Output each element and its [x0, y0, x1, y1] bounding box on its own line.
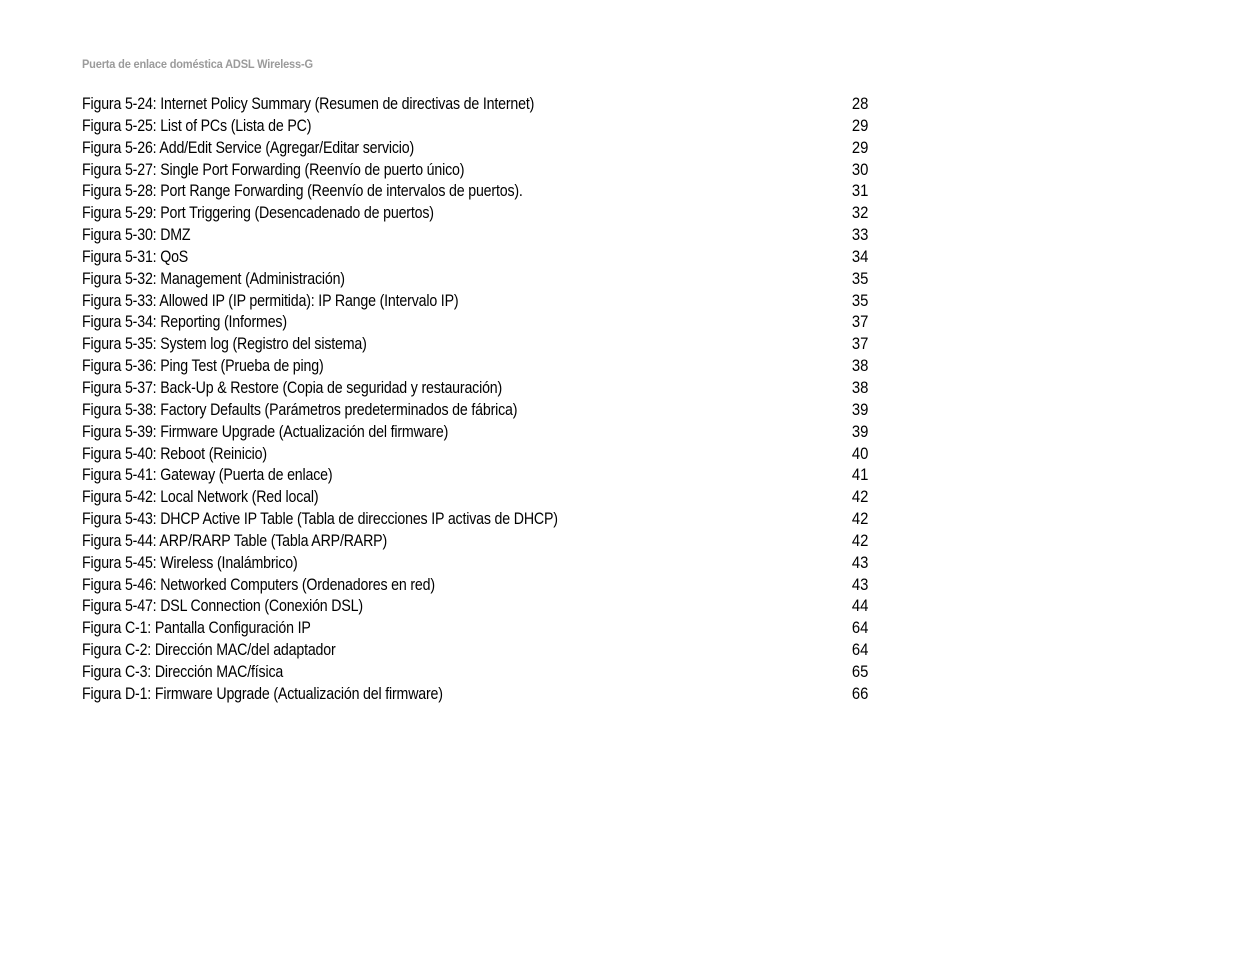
figure-entry: [82, 487, 872, 509]
running-header: Puerta de enlace doméstica ADSL Wireless-G: [82, 57, 313, 71]
figure-entry: [82, 94, 872, 116]
figure-entry: [82, 444, 872, 466]
figure-entry: [82, 378, 872, 400]
figure-entry-title: Figura 5-28: Port Range Forwarding (Reenvío de intervalos de puertos).: [82, 182, 523, 201]
figure-entry-title: Figura 5-44: ARP/RARP Table (Tabla ARP/RARP): [82, 531, 388, 550]
figure-entry: [82, 181, 872, 203]
figure-entry-page-number: 35: [851, 291, 868, 310]
figure-entry-page-number: 32: [851, 204, 868, 223]
figure-entry-title: Figura 5-26: Add/Edit Service (Agregar/Editar servicio): [82, 138, 415, 157]
figure-entry-page-number: 29: [851, 116, 868, 135]
figure-entry-page-number: 43: [851, 553, 868, 572]
figure-entry: [82, 596, 872, 618]
figure-entry-title: Figura 5-31: QoS: [82, 247, 189, 266]
figure-entry-page-number: 30: [851, 160, 868, 179]
figure-entry-page-number: 42: [851, 510, 868, 529]
figure-entry-page-number: 35: [851, 269, 868, 288]
figure-entry-page-number: 34: [851, 247, 868, 266]
figure-entry: [82, 225, 872, 247]
figure-entry: [82, 684, 872, 706]
figure-entry-title: Figura 5-36: Ping Test (Prueba de ping): [82, 357, 324, 376]
figure-entry-page-number: 64: [851, 619, 868, 638]
figure-entry-page-number: 44: [851, 597, 868, 616]
figure-entry-title: Figura 5-42: Local Network (Red local): [82, 488, 319, 507]
figure-entry-page-number: 40: [851, 444, 868, 463]
figure-entry-page-number: 41: [851, 466, 868, 485]
figure-entry-title: Figura 5-43: DHCP Active IP Table (Tabla de direcciones IP activas de DHCP): [82, 510, 558, 529]
figure-entry-page-number: 33: [851, 226, 868, 245]
figure-entry-page-number: 66: [851, 684, 868, 703]
figure-entry-title: Figura D-1: Firmware Upgrade (Actualización del firmware): [82, 684, 443, 703]
figure-entry-title: Figura 5-27: Single Port Forwarding (Reenvío de puerto único): [82, 160, 465, 179]
figure-entry-page-number: 43: [851, 575, 868, 594]
figure-entry: [82, 291, 872, 313]
figure-entry-title: Figura 5-32: Management (Administración): [82, 269, 345, 288]
figure-entry: [82, 618, 872, 640]
figure-entry-page-number: 39: [851, 400, 868, 419]
figure-entry-page-number: 31: [851, 182, 868, 201]
figure-entry: [82, 312, 872, 334]
figure-entry-page-number: 42: [851, 531, 868, 550]
figure-entry-page-number: 39: [851, 422, 868, 441]
figure-entry-page-number: 37: [851, 335, 868, 354]
figure-entry-page-number: 64: [851, 641, 868, 660]
figure-entry-page-number: 42: [851, 488, 868, 507]
figure-entry-title: Figura 5-47: DSL Connection (Conexión DSL): [82, 597, 363, 616]
figure-entry: [82, 160, 872, 182]
figure-entry: [82, 553, 872, 575]
figure-entry: [82, 465, 872, 487]
figure-entry-title: Figura 5-46: Networked Computers (Ordenadores en red): [82, 575, 435, 594]
figure-entry-title: Figura 5-39: Firmware Upgrade (Actualización del firmware): [82, 422, 449, 441]
figure-entry-title: Figura C-3: Dirección MAC/física: [82, 662, 284, 681]
figure-entry-title: Figura 5-35: System log (Registro del sistema): [82, 335, 367, 354]
figure-entry: [82, 203, 872, 225]
figure-entry-page-number: 37: [851, 313, 868, 332]
figure-entry: [82, 247, 872, 269]
figure-entry-title: Figura 5-33: Allowed IP (IP permitida): IP Range (Intervalo IP): [82, 291, 459, 310]
figure-entry: [82, 116, 872, 138]
figure-entry: [82, 509, 872, 531]
figure-entry-title: Figura C-1: Pantalla Configuración IP: [82, 619, 311, 638]
figure-entry-page-number: 38: [851, 357, 868, 376]
figure-entry: [82, 356, 872, 378]
figure-entry: [82, 640, 872, 662]
figure-entry-page-number: 38: [851, 378, 868, 397]
figure-entry: [82, 138, 872, 160]
figure-entry: [82, 400, 872, 422]
figure-entry-page-number: 65: [851, 662, 868, 681]
figure-entry-page-number: 29: [851, 138, 868, 157]
figure-entry: [82, 662, 872, 684]
figure-entry: [82, 531, 872, 553]
figure-entry-title: Figura 5-41: Gateway (Puerta de enlace): [82, 466, 333, 485]
figure-entry: [82, 269, 872, 291]
figure-entry-title: Figura 5-25: List of PCs (Lista de PC): [82, 116, 312, 135]
figure-entry-title: Figura 5-34: Reporting (Informes): [82, 313, 287, 332]
figure-list: [82, 94, 872, 706]
figure-entry-title: Figura 5-29: Port Triggering (Desencadenado de puertos): [82, 204, 434, 223]
figure-entry-title: Figura 5-30: DMZ: [82, 226, 191, 245]
figure-entry-title: Figura 5-37: Back-Up & Restore (Copia de seguridad y restauración): [82, 378, 503, 397]
figure-entry-page-number: 28: [851, 95, 868, 113]
figure-entry: [82, 575, 872, 597]
figure-entry: [82, 422, 872, 444]
figure-entry: [82, 334, 872, 356]
figure-entry-title: Figura 5-40: Reboot (Reinicio): [82, 444, 267, 463]
figure-entry-title: Figura 5-24: Internet Policy Summary (Resumen de directivas de Internet): [82, 95, 535, 113]
figure-entry-title: Figura 5-38: Factory Defaults (Parámetros predeterminados de fábrica): [82, 400, 518, 419]
figure-entry-title: Figura C-2: Dirección MAC/del adaptador: [82, 641, 336, 660]
figure-entry-title: Figura 5-45: Wireless (Inalámbrico): [82, 553, 298, 572]
